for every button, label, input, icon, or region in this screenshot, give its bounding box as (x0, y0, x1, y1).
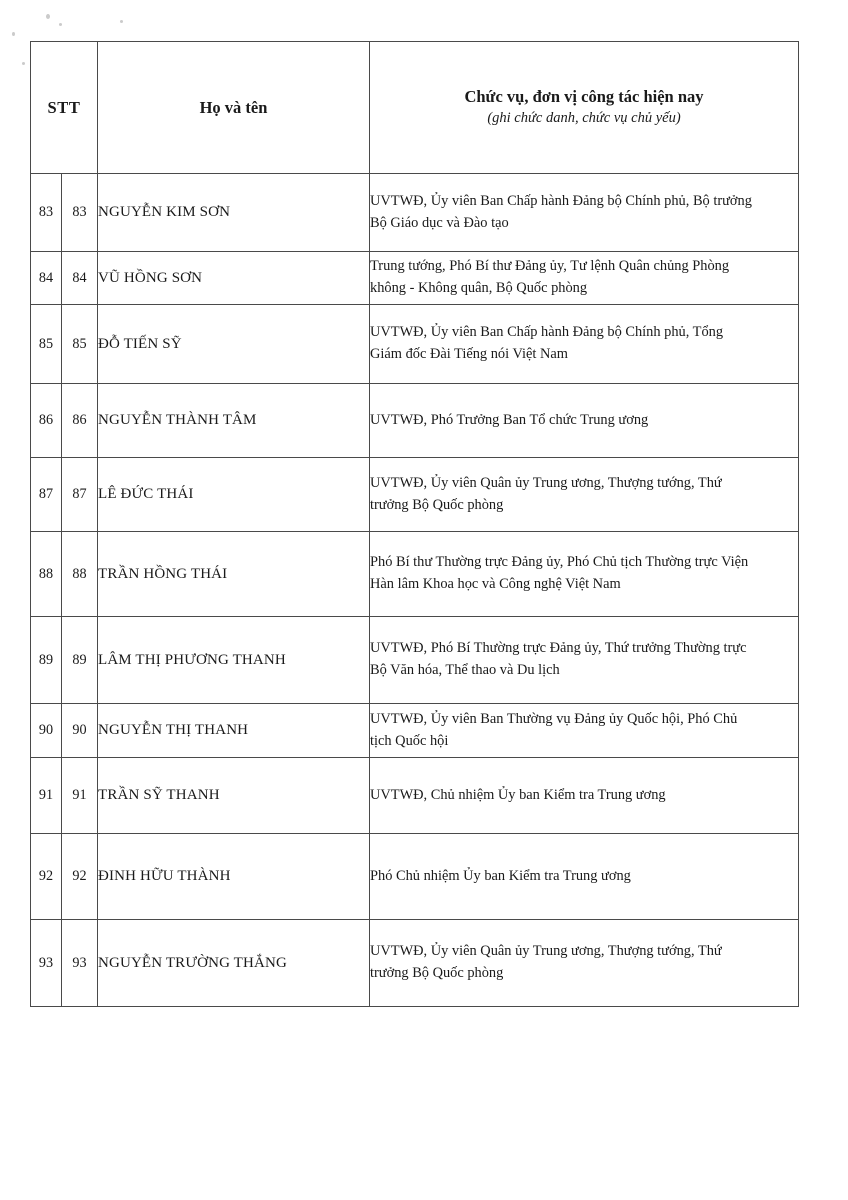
position-line: UVTWĐ, Ủy viên Ban Chấp hành Đảng bộ Chính phủ, Tổng (370, 324, 724, 341)
person-position (370, 617, 799, 704)
scan-speckle (12, 32, 15, 36)
person-name: TRẦN HỒNG THÁI (98, 532, 370, 617)
position-line: tịch Quốc hội (370, 732, 449, 749)
row-index-outer: 89 (31, 617, 62, 704)
person-position (370, 920, 799, 1007)
position-line: không - Không quân, Bộ Quốc phòng (370, 280, 588, 296)
table-row (31, 174, 799, 252)
position-line: Hàn lâm Khoa học và Công nghệ Việt Nam (370, 576, 621, 592)
table-row (31, 458, 799, 532)
position-line: UVTWĐ, Ủy viên Ban Chấp hành Đảng bộ Chính phủ, Bộ trưởng (370, 192, 752, 209)
row-index-outer: 83 (31, 174, 62, 252)
column-header-position (370, 42, 799, 174)
row-index-inner: 84 (62, 252, 98, 305)
row-index-outer: 87 (31, 458, 62, 532)
row-index-inner: 92 (62, 834, 98, 920)
position-line: UVTWĐ, Chủ nhiệm Ủy ban Kiểm tra Trung ương (370, 786, 666, 803)
column-header-stt: STT (31, 42, 98, 174)
row-index-outer: 92 (31, 834, 62, 920)
person-name: NGUYỄN THỊ THANH (98, 704, 370, 758)
person-name: NGUYỄN THÀNH TÂM (98, 384, 370, 458)
row-index-inner: 88 (62, 532, 98, 617)
row-index-outer: 88 (31, 532, 62, 617)
person-position (370, 458, 799, 532)
column-header-name: Họ và tên (98, 42, 370, 174)
row-index-inner: 83 (62, 174, 98, 252)
position-line: UVTWĐ, Ủy viên Quân ủy Trung ương, Thượng tướng, Thứ (370, 474, 722, 491)
row-index-inner: 85 (62, 305, 98, 384)
person-position (370, 532, 799, 617)
position-line: UVTWĐ, Ủy viên Quân ủy Trung ương, Thượng tướng, Thứ (370, 943, 722, 960)
scan-speckle (59, 23, 62, 26)
row-index-outer: 91 (31, 758, 62, 834)
person-name: LÂM THỊ PHƯƠNG THANH (98, 617, 370, 704)
person-position (370, 174, 799, 252)
scan-speckle (46, 14, 50, 19)
column-header-position-note: (ghi chức danh, chức vụ chủ yếu) (487, 110, 681, 127)
table-body (31, 174, 799, 1007)
row-index-inner: 93 (62, 920, 98, 1007)
person-name: ĐINH HỮU THÀNH (98, 834, 370, 920)
position-line: Bộ Văn hóa, Thể thao và Du lịch (370, 662, 560, 678)
row-index-outer: 93 (31, 920, 62, 1007)
person-position (370, 305, 799, 384)
person-name: LÊ ĐỨC THÁI (98, 458, 370, 532)
person-position (370, 834, 799, 920)
person-name: NGUYỄN TRƯỜNG THẮNG (98, 920, 370, 1007)
person-name: TRẦN SỸ THANH (98, 758, 370, 834)
person-position (370, 252, 799, 305)
table-row (31, 704, 799, 758)
table-row (31, 920, 799, 1007)
row-index-outer: 86 (31, 384, 62, 458)
person-position (370, 758, 799, 834)
position-line: trưởng Bộ Quốc phòng (370, 965, 504, 981)
table-row (31, 758, 799, 834)
person-position (370, 384, 799, 458)
table-header (31, 42, 799, 174)
row-index-inner: 86 (62, 384, 98, 458)
table-row (31, 384, 799, 458)
person-position (370, 704, 799, 758)
row-index-inner: 90 (62, 704, 98, 758)
position-line: UVTWĐ, Ủy viên Ban Thường vụ Đảng ủy Quốc hội, Phó Chủ (370, 710, 738, 727)
position-line: Phó Bí thư Thường trực Đảng ủy, Phó Chủ tịch Thường trực Viện (370, 554, 749, 571)
table-row (31, 532, 799, 617)
row-index-outer: 90 (31, 704, 62, 758)
position-line: UVTWĐ, Phó Bí Thường trực Đảng ủy, Thứ trưởng Thường trực (370, 640, 747, 657)
row-index-inner: 89 (62, 617, 98, 704)
scan-speckle (120, 20, 123, 23)
person-name: ĐỖ TIẾN SỸ (98, 305, 370, 384)
person-name: NGUYỄN KIM SƠN (98, 174, 370, 252)
table-row (31, 305, 799, 384)
row-index-inner: 91 (62, 758, 98, 834)
row-index-outer: 84 (31, 252, 62, 305)
position-line: trưởng Bộ Quốc phòng (370, 496, 504, 513)
position-line: Phó Chủ nhiệm Ủy ban Kiểm tra Trung ương (370, 867, 631, 884)
column-header-position-main: Chức vụ, đơn vị công tác hiện nay (464, 87, 704, 107)
person-name: VŨ HỒNG SƠN (98, 252, 370, 305)
personnel-table (30, 41, 799, 1007)
table-header-row (31, 42, 799, 174)
position-line: UVTWĐ, Phó Trưởng Ban Tổ chức Trung ương (370, 411, 649, 428)
table-row (31, 834, 799, 920)
position-line: Bộ Giáo dục và Đào tạo (370, 214, 509, 231)
position-line: Giám đốc Đài Tiếng nói Việt Nam (370, 346, 568, 362)
table-row (31, 252, 799, 305)
scan-speckle (22, 62, 25, 65)
position-line: Trung tướng, Phó Bí thư Đảng ủy, Tư lệnh Quân chủng Phòng (370, 258, 730, 275)
row-index-outer: 85 (31, 305, 62, 384)
row-index-inner: 87 (62, 458, 98, 532)
table-row (31, 617, 799, 704)
